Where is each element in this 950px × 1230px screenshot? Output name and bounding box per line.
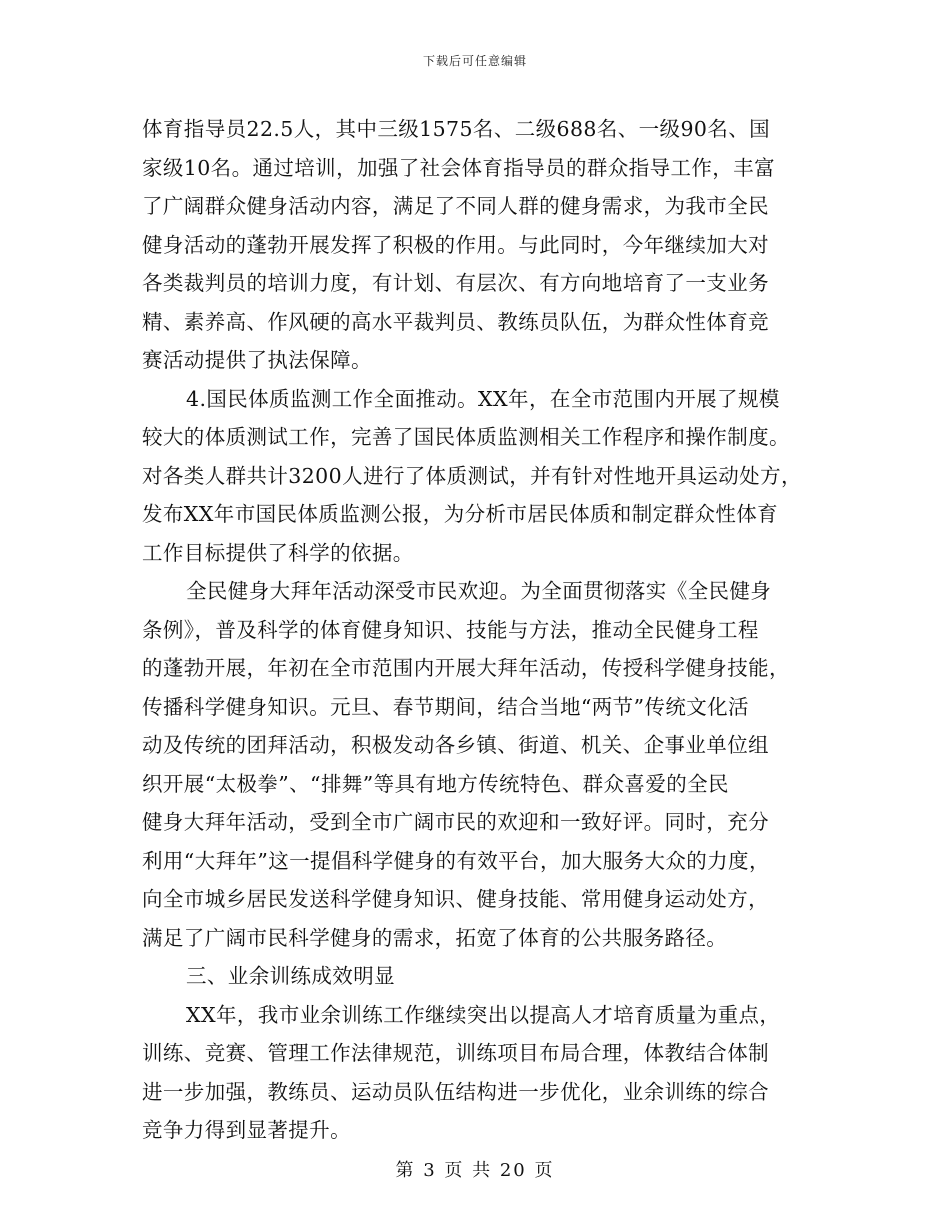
document-body	[142, 110, 810, 1150]
text-line: 进一步加强，教练员、运动员队伍结构进一步优化，业余训练的综合	[142, 1079, 769, 1104]
text-line: 满足了广阔市民科学健身的需求，拓宽了体育的公共服务路径。	[142, 925, 728, 950]
text-line: 精、素养高、作风硬的高水平裁判员、教练员队伍，为群众性体育竞	[142, 309, 769, 334]
section-heading: 三、业余训练成效明显	[186, 964, 395, 988]
text-line: 的蓬勃开展，年初在全市范围内开展大拜年活动，传授科学健身技能，	[142, 656, 790, 680]
text-line: 传播科学健身知识。元旦、春节期间，结合当地“两节”传统文化活	[142, 694, 749, 719]
text-line: 竞争力得到显著提升。	[142, 1118, 351, 1142]
text-line: 各类裁判员的培训力度，有计划、有层次、有方向地培育了一支业务	[142, 271, 769, 295]
text-line: 训练、竞赛、管理工作法律规范，训练项目布局合理，体教结合体制	[142, 1041, 769, 1065]
page-footer: 第 3 页 共 20 页	[395, 1160, 555, 1181]
text-line: 家级10名。通过培训，加强了社会体育指导员的群众指导工作，丰富	[142, 155, 775, 180]
text-line: 赛活动提供了执法保障。	[142, 348, 372, 372]
paragraph-start: 全民健身大拜年活动深受市民欢迎。为全面贯彻落实《全民健身	[186, 579, 772, 603]
text-line: 了广阔群众健身活动内容，满足了不同人群的健身需求，为我市全民	[142, 194, 769, 218]
text-line: 条例》，普及科学的体育健身知识、技能与方法，推动全民健身工程	[142, 617, 759, 642]
paragraph-start: 4.国民体质监测工作全面推动。XX年，在全市范围内开展了规模	[186, 386, 780, 411]
text-line: 对各类人群共计3200人进行了体质测试，并有针对性地开具运动处方，	[142, 463, 802, 488]
text-line: 健身活动的蓬勃开展发挥了积极的作用。与此同时，今年继续加大对	[142, 232, 769, 257]
text-line: 向全市城乡居民发送科学健身知识、健身技能、常用健身运动处方，	[142, 887, 769, 911]
page-header: 下载后可任意编辑	[422, 54, 527, 68]
text-line: 织开展“太极拳”、“排舞”等具有地方传统特色、群众喜爱的全民	[142, 771, 729, 796]
paragraph-start: XX年，我市业余训练工作继续突出以提高人才培育质量为重点，	[186, 1002, 781, 1027]
text-line: 发布XX年市国民体质监测公报，为分析市居民体质和制定群众性体育	[142, 502, 779, 526]
text-line: 较大的体质测试工作，完善了国民体质监测相关工作程序和操作制度。	[142, 425, 790, 449]
text-line: 工作目标提供了科学的依据。	[142, 540, 414, 565]
text-line: 健身大拜年活动，受到全市广阔市民的欢迎和一致好评。同时，充分	[142, 810, 769, 834]
text-line: 体育指导员22.5人，其中三级1575名、二级688名、一级90名、国	[142, 117, 771, 141]
text-line: 利用“大拜年”这一提倡科学健身的有效平台，加大服务大众的力度，	[142, 848, 770, 873]
text-line: 动及传统的团拜活动，积极发动各乡镇、街道、机关、企事业单位组	[142, 733, 769, 757]
